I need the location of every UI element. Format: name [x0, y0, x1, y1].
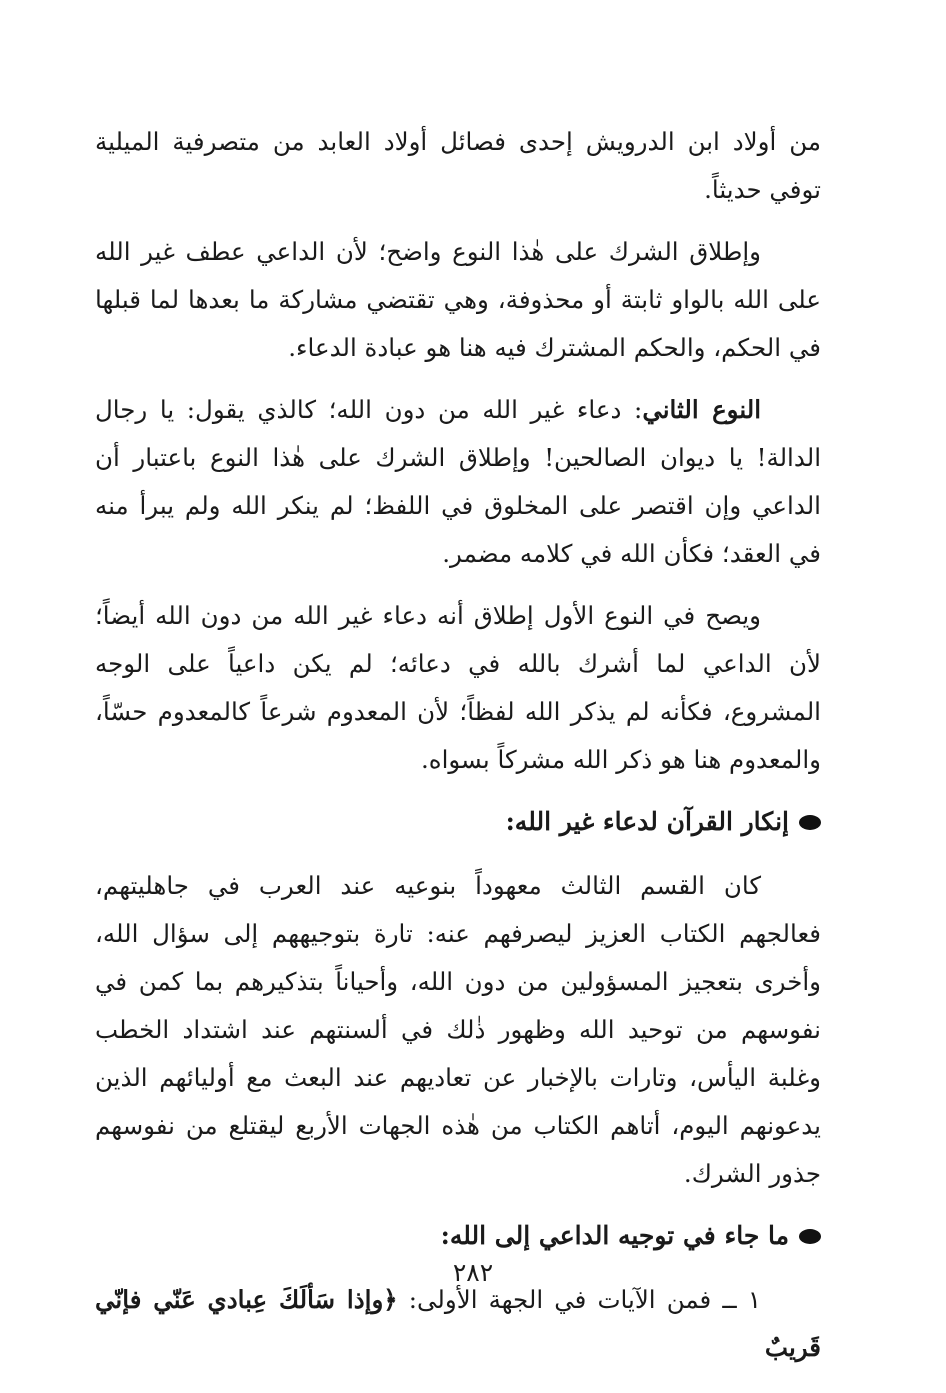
page-number: ٢٨٢	[452, 1258, 494, 1287]
section-heading-text: إنكار القرآن لدعاء غير الله:	[505, 807, 789, 836]
paragraph-third-section: كان القسم الثالث معهوداً بنوعيه عند العرب في جاهليتهم، فعالجهم الكتاب العزيز ليصرفهم عنه: تارة بتوجيههم إلى سؤال الله، وأخرى بتعجيز المسؤولين من دون الله، وأحياناً بتذكيرهم بما كمن في نفوسهم من توحيد الله وظهور ذٰلك في ألسنتهم عند اشتداد الخطب وغلبة اليأس، وتارات بالإخبار عن تعاديهم عند البعث مع أوليائهم الذين يدعونهم اليوم، أتاهم الكتاب من هٰذه الجهات الأربع ليقتلع من نفوسهم جذور الشرك.	[95, 871, 821, 1188]
section-heading-quran-denial	[95, 798, 821, 846]
bullet-icon	[799, 815, 821, 830]
paragraph-second-type	[95, 386, 821, 578]
page-body	[95, 118, 821, 1386]
term-second-type: النوع الثاني	[642, 395, 762, 424]
section-heading-text: ما جاء في توجيه الداعي إلى الله:	[440, 1221, 789, 1250]
paragraph-second-type-text: : دعاء غير الله من دون الله؛ كالذي يقول: يا رجال الدالة! يا ديوان الصالحين! وإطلاق الشرك على هٰذا النوع باعتبار أن الداعي وإن اقتصر على المخلوق في اللفظ؛ لم ينكر الله ولم يبرأ منه في العقد؛ فكأن الله في كلامه مضمر.	[95, 395, 821, 568]
bullet-icon	[799, 1229, 821, 1244]
verse-intro-text: ١ ــ فمن الآيات في الجهة الأولى:	[397, 1285, 761, 1314]
paragraph-first-aspect-verses	[95, 1276, 821, 1372]
paragraph-shirk-first-type: وإطلاق الشرك على هٰذا النوع واضح؛ لأن الداعي عطف غير الله على الله بالواو ثابتة أو محذوفة، وهي تقتضي مشاركة ما بعدها لما قبلها في الحكم، والحكم المشترك فيه هنا هو عبادة الدعاء.	[95, 237, 821, 362]
section-heading-directing-supplicant	[95, 1212, 821, 1260]
paragraph-continuation: من أولاد ابن الدرويش إحدى فصائل أولاد العابد من متصرفية الميلية توفي حديثاً.	[95, 127, 821, 204]
quran-verse-text: ﴿وإذا سَألَكَ عِبادي عَنّي فإنّي قَريبٌ	[95, 1285, 821, 1362]
paragraph-first-type-note: ويصح في النوع الأول إطلاق أنه دعاء غير الله من دون الله أيضاً؛ لأن الداعي لما أشرك بالله في دعائه؛ لم يكن داعياً على الوجه المشروع، فكأنه لم يذكر الله لفظاً؛ لأن المعدوم شرعاً كالمعدوم حسّاً، والمعدوم هنا هو ذكر الله مشركاً بسواه.	[95, 601, 821, 774]
